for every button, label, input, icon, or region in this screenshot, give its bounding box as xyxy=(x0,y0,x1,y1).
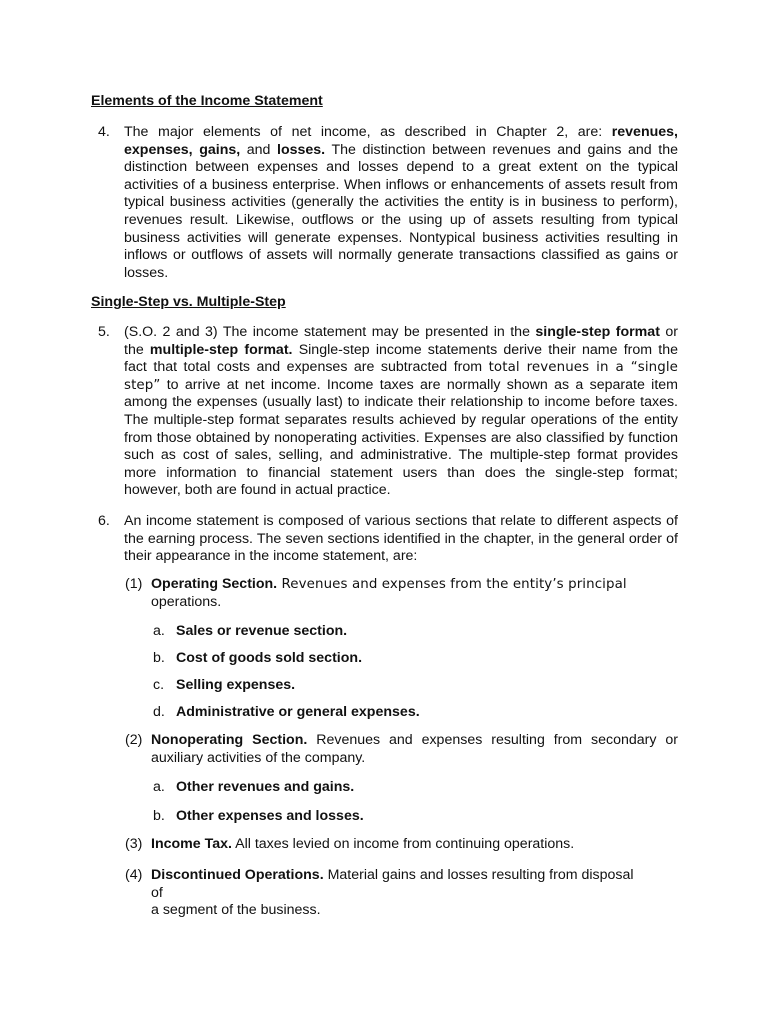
bold-term: losses. xyxy=(277,141,326,158)
paragraph-5 xyxy=(98,324,678,500)
list-item: c. Selling expenses. xyxy=(153,677,296,693)
paragraph-number: 4. xyxy=(98,124,110,140)
subsection-number: (2) xyxy=(125,732,143,748)
heading-elements-of-income-statement: Elements of the Income Statement xyxy=(91,93,323,109)
subsection-title: Income Tax. xyxy=(151,836,232,852)
list-item: d. Administrative or general expenses. xyxy=(153,704,420,720)
subsection-number: (4) xyxy=(125,867,143,883)
heading-single-vs-multiple-step: Single-Step vs. Multiple-Step xyxy=(91,294,286,310)
subsection-discontinued-operations: (4) Discontinued Operations. Material gains and losses resulting from disposal of a segment of the business. xyxy=(125,867,634,919)
list-item: a. Other revenues and gains. xyxy=(153,779,355,795)
paragraph-4 xyxy=(98,124,678,282)
paragraph-text: An income statement is composed of various sections that relate to different aspects of the earning process. The seven sections identified in the chapter, in the general order of their appearance in the income statement, are: xyxy=(124,513,678,565)
paragraph-number: 5. xyxy=(98,324,110,340)
subsection-title: Operating Section. xyxy=(151,576,278,592)
bold-term: revenues, expenses, gains, xyxy=(124,124,678,158)
subsection-operating: (1) Operating Section. Revenues and expenses from the entity’s principal operations. xyxy=(125,576,627,610)
paragraph-text: (S.O. 2 and 3) The income statement may be presented in the single-step format or the multiple-step format. Single-step income statements derive their name from the fact that total costs and expenses are subtracted from total revenues in a “single step” to arrive at net income. Income taxes are normally shown as a separate item among the expenses (usually last) to indicate their relationship to income before taxes. The multiple-step format separates results achieved by regular operations of the entity from those obtained by nonoperating activities. Expenses are also classified by function such as cost of sales, selling, and administrative. The multiple-step format provides more information to financial statement users than does the single-step format; however, both are found in actual practice. xyxy=(124,324,679,499)
subsection-number: (3) xyxy=(125,836,143,852)
subsection-nonoperating: (2) Nonoperating Section. Revenues and expenses resulting from secondary or auxiliary activities of the company. xyxy=(125,732,678,766)
list-item: b. Cost of goods sold section. xyxy=(153,650,363,666)
subsection-title: Discontinued Operations. xyxy=(151,867,324,883)
subsection-income-tax: (3) Income Tax. All taxes levied on income from continuing operations. xyxy=(125,836,575,852)
paragraph-number: 6. xyxy=(98,513,110,529)
bold-term: multiple-step format. xyxy=(149,341,293,358)
bold-term: single-step format xyxy=(535,324,660,340)
list-item: b. Other expenses and losses. xyxy=(153,808,364,824)
paragraph-text: The major elements of net income, as described in Chapter 2, are: revenues, expenses, gains, and losses. The distinction between revenues and gains and the distinction between expenses and losses depend to a great extent on the typical activities of a business enterprise. When inflows or enhancements of assets result from typical business activities (generally the activities the entity is in business to perform), revenues result. Likewise, outflows or the using up of assets resulting from typical business activities will generate expenses. Nontypical business activities resulting in inflows or outflows of assets will normally generate transactions classified as gains or losses. xyxy=(124,124,678,281)
subsection-title: Nonoperating Section. xyxy=(151,732,308,748)
list-item: a. Sales or revenue section. xyxy=(153,623,348,639)
subsection-number: (1) xyxy=(125,576,143,592)
paragraph-6 xyxy=(98,513,678,566)
